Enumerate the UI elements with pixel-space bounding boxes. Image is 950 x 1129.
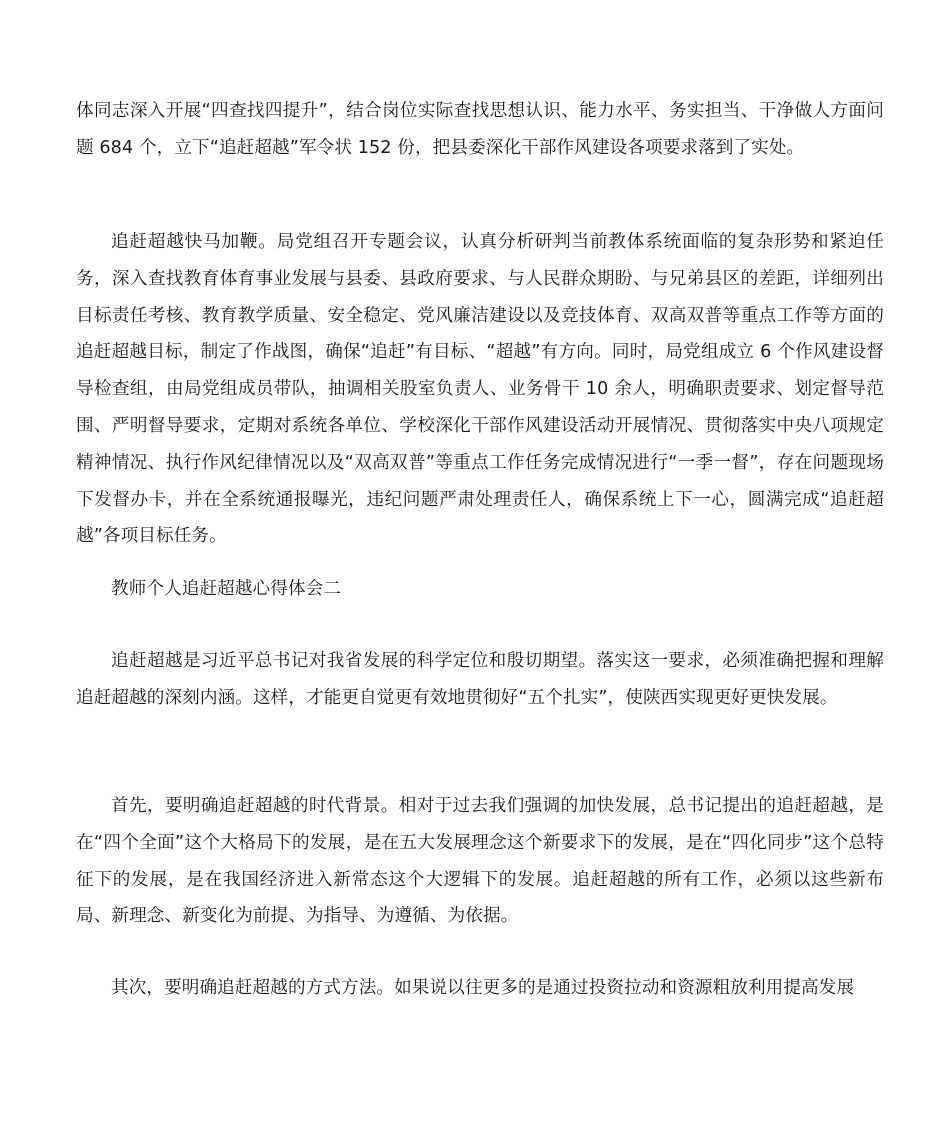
paragraph-second-point: 其次，要明确追赶超越的方式方法。如果说以往更多的是通过投资拉动和资源粗放利用提高发展 (111, 978, 855, 998)
paragraph-catch-up-acceleration: 追赶超越快马加鞭。局党组召开专题会议，认真分析研判当前教体系统面临的复杂形势和紧迫任务，深入查找教育体育事业发展与县委、县政府要求、与人民群众期盼、与兄弟县区的差距，详细列出目标责任考核、教育教学质量、安全稳定、党风廉洁建设以及竞技体育、双高双普等重点工作等方面的追赶超越目标，制定了作战图，确保“追赶”有目标、“超越”有方向。同时，局党组成立 6 个作风建设督导检查组，由局党组成员带队，抽调相关股室负责人、业务骨干 10 余人，明确职责要求、划定督导范围、严明督导要求，定期对系统各单位、学校深化干部作风建设活动开展情况、贯彻落实中央八项规定精神情况、执行作风纪律情况以及“双高双普”等重点工作任务完成情况进行“一季一督”，存在问题现场下发督办卡，并在全系统通报曝光，违纪问题严肃处理责任人，确保系统上下一心，圆满完成“追赶超越”各项目标任务。 (76, 232, 884, 547)
paragraph-intro: 追赶超越是习近平总书记对我省发展的科学定位和殷切期望。落实这一要求，必须准确把握和理解追赶超越的深刻内涵。这样，才能更自觉更有效地贯彻好“五个扎实”，使陕西实现更好更快发展。 (76, 651, 884, 708)
paragraph-continuation: 体同志深入开展“四查找四提升”，结合岗位实际查找思想认识、能力水平、务实担当、干净做人方面问题 684 个，立下“追赶超越”军令状 152 份，把县委深化干部作风建设各项要求落到了实处。 (76, 101, 884, 158)
paragraph-first-point: 首先，要明确追赶超越的时代背景。相对于过去我们强调的加快发展，总书记提出的追赶超越，是在“四个全面”这个大格局下的发展，是在五大发展理念这个新要求下的发展，是在“四化同步”这个总特征下的发展，是在我国经济进入新常态这个大逻辑下的发展。追赶超越的所有工作，必须以这些新布局、新理念、新变化为前提、为指导、为遵循、为依据。 (76, 796, 884, 927)
section-heading: 教师个人追赶超越心得体会二 (111, 579, 342, 599)
